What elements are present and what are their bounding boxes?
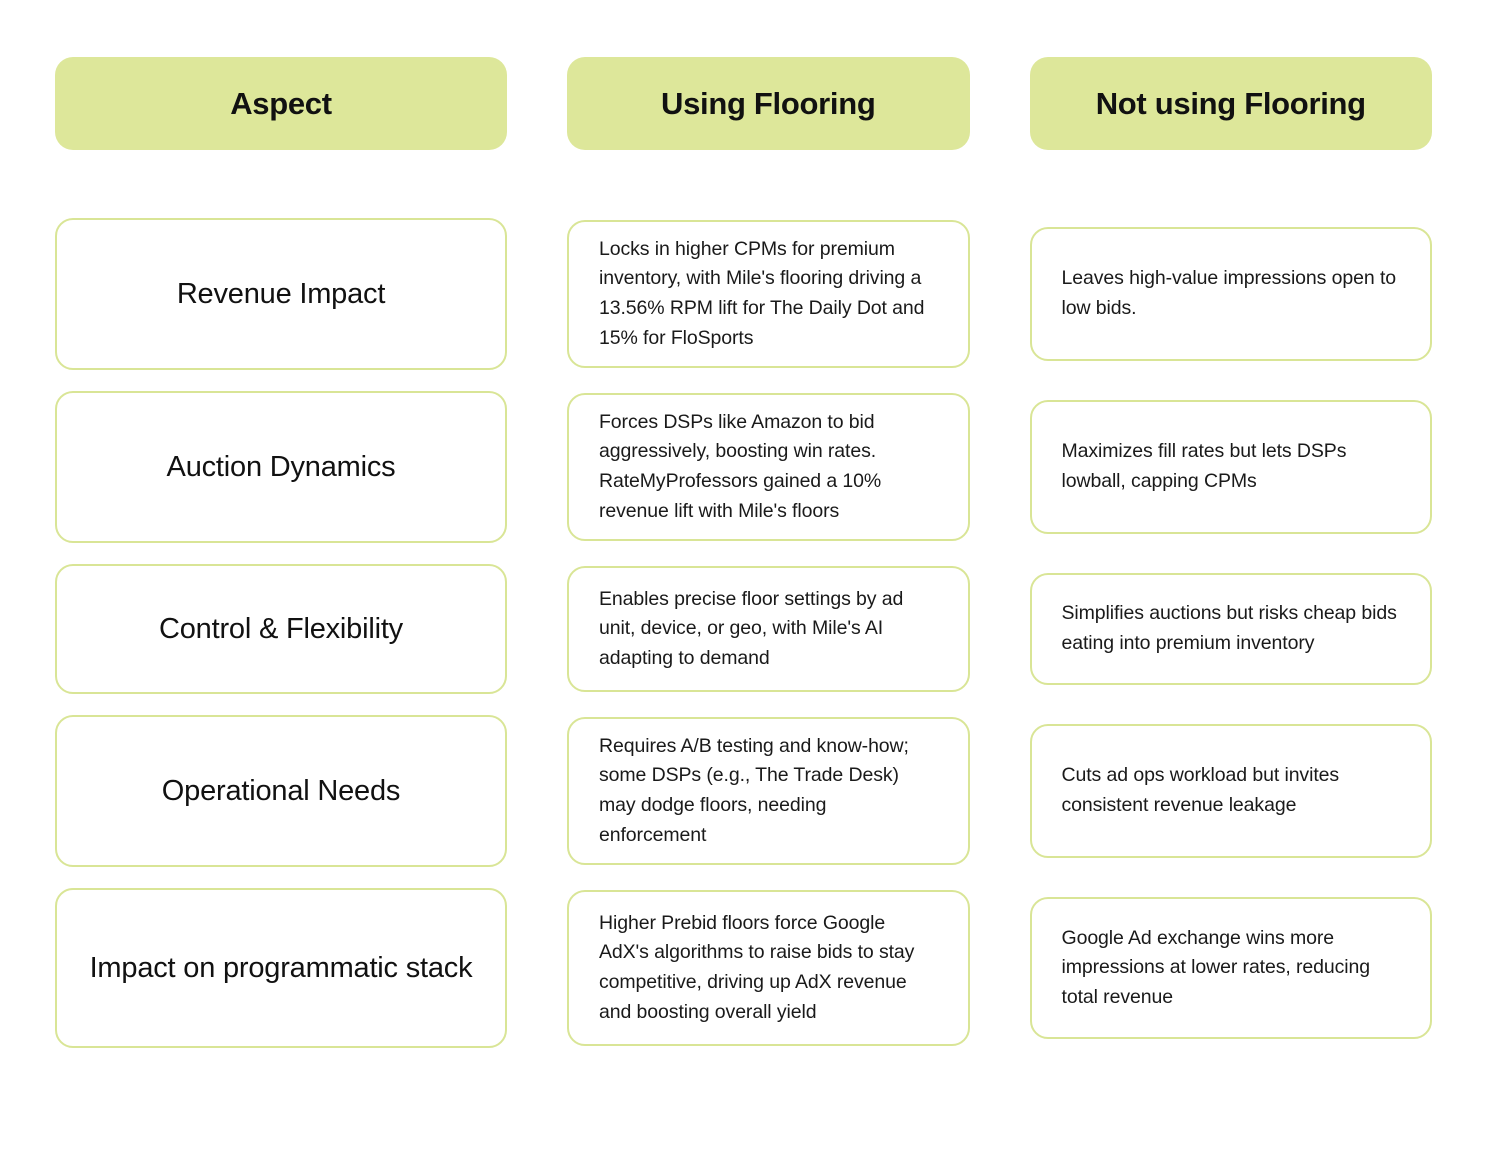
aspect-label: Auction Dynamics: [166, 450, 396, 483]
header-label: Aspect: [230, 85, 332, 121]
not-using-flooring-text: Maximizes fill rates but lets DSPs lowball, capping CPMs: [1061, 440, 1347, 492]
table-row: [1030, 897, 1433, 1039]
table-row: [567, 717, 970, 865]
aspect-label: Impact on programmatic stack: [89, 951, 473, 984]
table-row: [55, 391, 507, 543]
table-row: [55, 218, 507, 370]
table-row: [1030, 724, 1433, 858]
table-row: [1030, 573, 1433, 685]
using-flooring-text: Forces DSPs like Amazon to bid aggressively, boosting win rates. RateMyProfessors gained a 10% revenue lift with Mile's floors: [599, 410, 882, 522]
header-label: Using Flooring: [661, 85, 876, 121]
aspect-label: Operational Needs: [161, 774, 401, 807]
table-row: [55, 715, 507, 867]
table-row: [567, 393, 970, 541]
using-flooring-text: Enables precise floor settings by ad unit, device, or geo, with Mile's AI adapting to demand: [599, 587, 904, 669]
table-row: [567, 566, 970, 692]
not-using-flooring-text: Leaves high-value impressions open to low bids.: [1061, 267, 1397, 319]
table-row: [1030, 227, 1433, 361]
table-header-using-flooring: [567, 57, 970, 150]
header-body-spacer: [1030, 171, 1433, 197]
header-label: Not using Flooring: [1095, 85, 1366, 121]
not-using-flooring-text: Simplifies auctions but risks cheap bids eating into premium inventory: [1061, 602, 1397, 654]
not-using-flooring-text: Cuts ad ops workload but invites consistent revenue leakage: [1061, 764, 1340, 816]
header-body-spacer: [567, 171, 970, 197]
using-flooring-text: Higher Prebid floors force Google AdX's algorithms to raise bids to stay competitive, driving up AdX revenue and boosting overall yield: [599, 911, 915, 1023]
using-flooring-text: Requires A/B testing and know-how; some DSPs (e.g., The Trade Desk) may dodge floors, needing enforcement: [599, 734, 909, 846]
table-row: [1030, 400, 1433, 534]
aspect-label: Revenue Impact: [176, 277, 386, 310]
aspect-label: Control & Flexibility: [159, 612, 403, 645]
comparison-table: [55, 57, 1432, 1048]
table-row: [55, 888, 507, 1048]
using-flooring-text: Locks in higher CPMs for premium inventory, with Mile's flooring driving a 13.56% RPM lift for The Daily Dot and 15% for FloSports: [599, 237, 925, 349]
table-header-not-using-flooring: [1030, 57, 1433, 150]
table-row: [567, 890, 970, 1046]
not-using-flooring-text: Google Ad exchange wins more impressions at lower rates, reducing total revenue: [1061, 926, 1371, 1008]
table-header-aspect: [55, 57, 507, 150]
table-row: [567, 220, 970, 368]
header-body-spacer: [55, 171, 507, 197]
table-row: [55, 564, 507, 694]
